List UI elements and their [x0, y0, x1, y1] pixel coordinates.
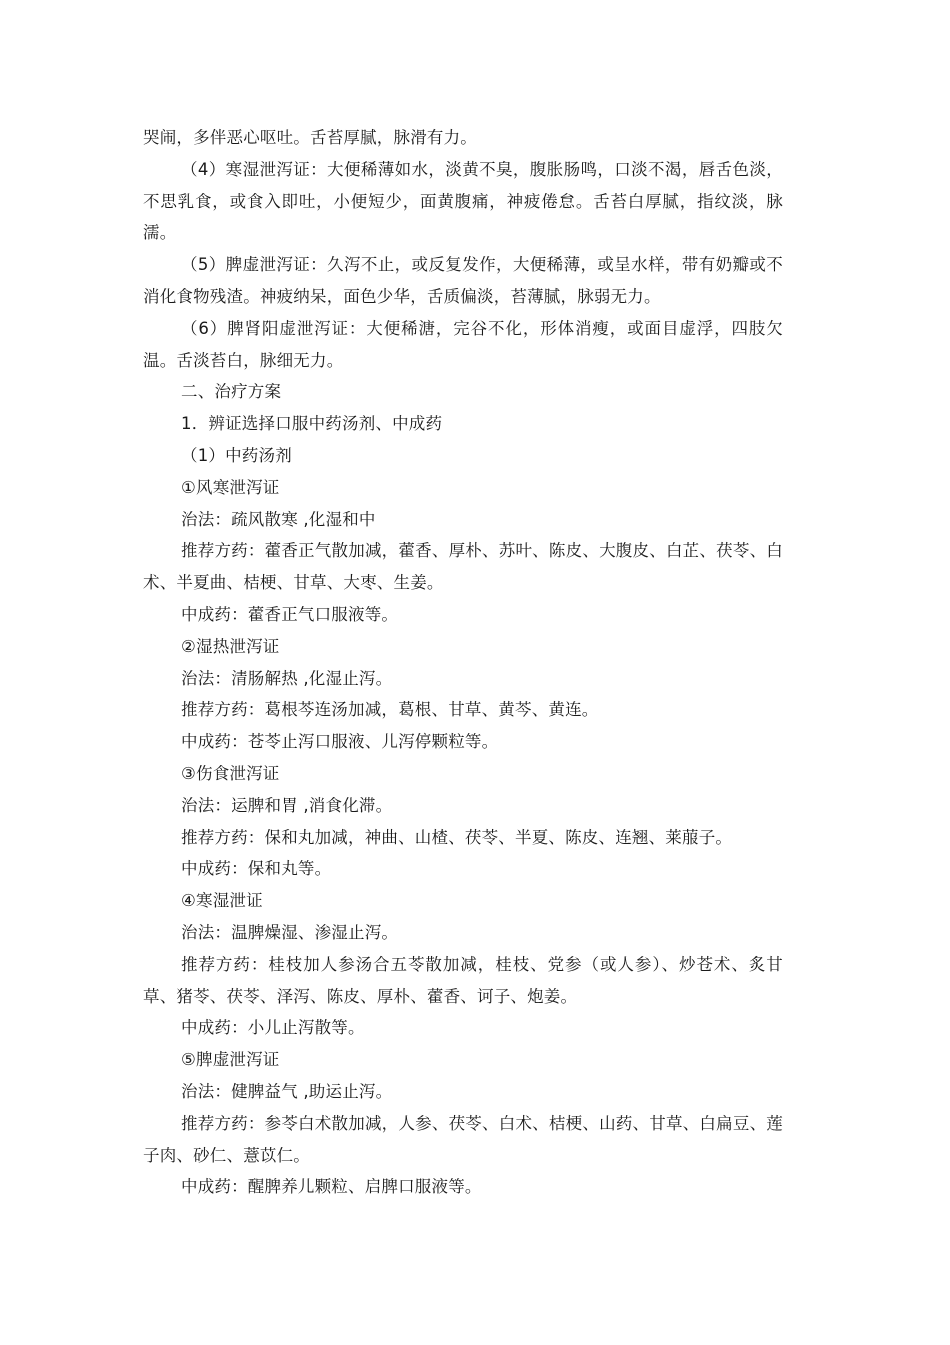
recommended-prescription: 推荐方药：藿香正气散加减，藿香、厚朴、苏叶、陈皮、大腹皮、白芷、茯苓、白术、半夏曲、桔梗、甘草、大枣、生姜。	[143, 541, 783, 593]
paragraph-spleen-deficiency-diarrhea: （5）脾虚泄泻证：久泻不止，或反复发作，大便稀薄，或呈水样，带有奶瓣或不消化食物残渣。神疲纳呆，面色少华，舌质偏淡，苔薄腻，脉弱无力。	[143, 255, 783, 306]
patent-medicine: 中成药：藿香正气口服液等。	[181, 604, 399, 624]
syndrome-cold-damp: ④寒湿泄证	[181, 891, 263, 911]
syndrome-food-injury: ③伤食泄泻证	[181, 763, 280, 783]
treatment-method: 治法：清肠解热 ,化湿止泻。	[181, 668, 393, 688]
recommended-prescription: 推荐方药：参苓白术散加减，人参、茯苓、白术、桔梗、山药、甘草、白扁豆、莲子肉、砂仁、薏苡仁。	[143, 1113, 783, 1165]
patent-medicine: 中成药：保和丸等。	[181, 859, 332, 879]
syndrome-spleen-deficiency: ⑤脾虚泄泻证	[181, 1050, 280, 1070]
subheading-oral-medicine: 1．辨证选择口服中药汤剂、中成药	[181, 414, 443, 434]
paragraph-cold-damp-diarrhea: （4）寒湿泄泻证：大便稀薄如水，淡黄不臭，腹胀肠鸣，口淡不渴，唇舌色淡，不思乳食，或食入即吐，小便短少，面黄腹痛，神疲倦怠。舌苔白厚腻，指纹淡，脉濡。	[143, 159, 783, 243]
treatment-method: 治法：疏风散寒 ,化湿和中	[181, 509, 376, 529]
treatment-method: 治法：健脾益气 ,助运止泻。	[181, 1081, 393, 1101]
paragraph-continuation: 哭闹，多伴恶心呕吐。舌苔厚腻，脉滑有力。	[143, 128, 477, 147]
document-body	[143, 122, 783, 1203]
patent-medicine: 中成药：小儿止泻散等。	[181, 1018, 365, 1038]
treatment-method: 治法：运脾和胃 ,消食化滞。	[181, 795, 393, 815]
paragraph-spleen-kidney-yang-deficiency: （6）脾肾阳虚泄泻证：大便稀溏，完谷不化，形体消瘦，或面目虚浮，四肢欠温。舌淡苔白，脉细无力。	[143, 318, 783, 370]
syndrome-damp-heat: ②湿热泄泻证	[181, 636, 280, 656]
recommended-prescription: 推荐方药：桂枝加人参汤合五苓散加减，桂枝、党参（或人参）、炒苍术、炙甘草、猪苓、茯苓、泽泻、陈皮、厚朴、藿香、诃子、炮姜。	[143, 954, 783, 1006]
section-heading-treatment-plan: 二、治疗方案	[181, 382, 282, 402]
patent-medicine: 中成药：醒脾养儿颗粒、启脾口服液等。	[181, 1177, 482, 1197]
treatment-method: 治法：温脾燥湿、渗湿止泻。	[181, 922, 399, 942]
recommended-prescription: 推荐方药：葛根芩连汤加减，葛根、甘草、黄芩、黄连。	[181, 700, 599, 720]
syndrome-wind-cold: ①风寒泄泻证	[181, 477, 280, 497]
recommended-prescription: 推荐方药：保和丸加减，神曲、山楂、茯苓、半夏、陈皮、连翘、莱菔子。	[181, 827, 733, 847]
patent-medicine: 中成药：苍苓止泻口服液、儿泻停颗粒等。	[181, 732, 499, 752]
subheading-decoction: （1）中药汤剂	[181, 445, 292, 465]
